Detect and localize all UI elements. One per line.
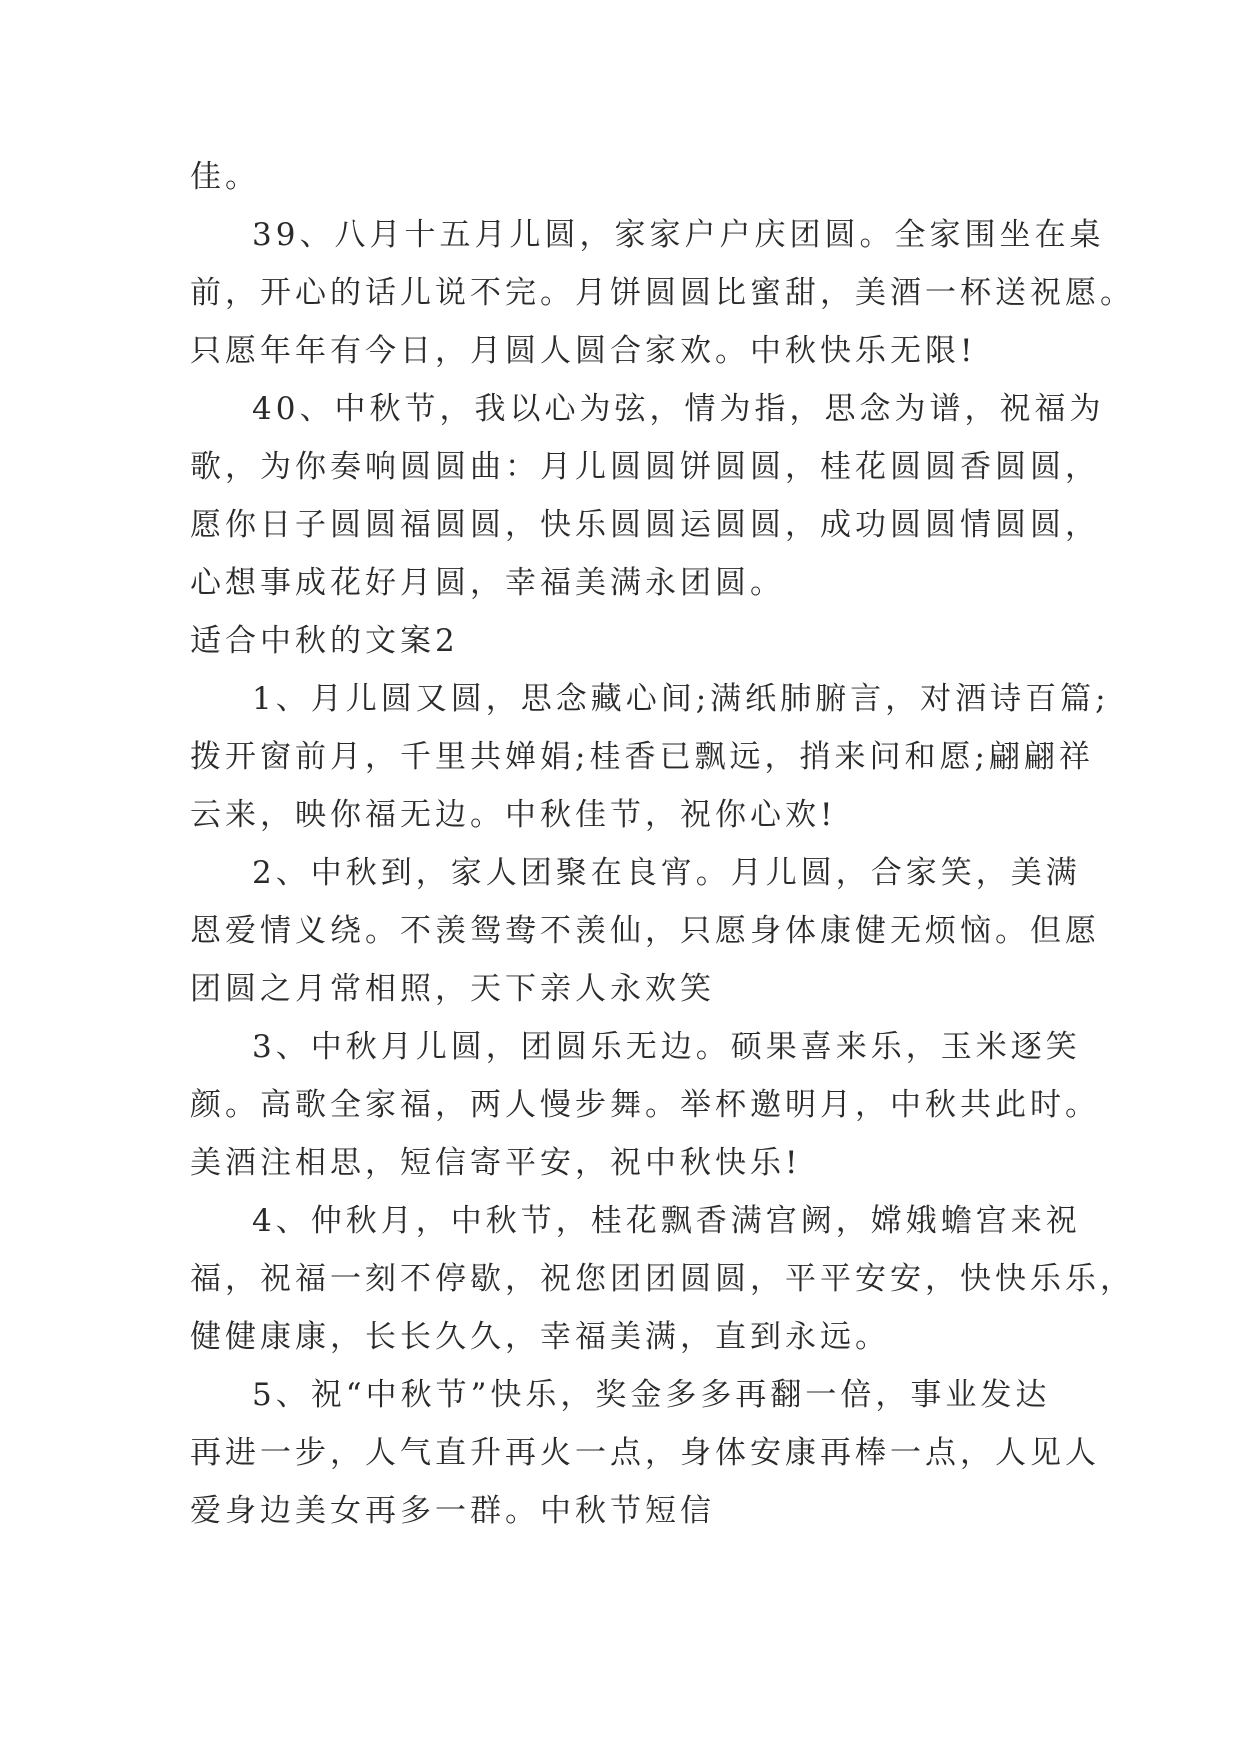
- paragraph-line: 4、仲秋月，中秋节，桂花飘香满宫阙，嫦娥蟾宫来祝: [252, 1203, 1081, 1239]
- paragraph-line: 再进一步，人气直升再火一点，身体安康再棒一点，人见人: [190, 1435, 1100, 1471]
- paragraph-1: [190, 670, 1110, 844]
- paragraph-line: 3、中秋月儿圆，团圆乐无边。硕果喜来乐，玉米逐笑: [252, 1029, 1081, 1065]
- paragraph-5: [190, 1366, 1100, 1540]
- paragraph-39: [190, 206, 1135, 380]
- paragraph-line: 5、祝“中秋节”快乐，奖金多多再翻一倍，事业发达: [252, 1377, 1051, 1413]
- paragraph-line: 愿你日子圆圆福圆圆，快乐圆圆运圆圆，成功圆圆情圆圆，: [190, 507, 1100, 543]
- paragraph-4: [190, 1192, 1135, 1366]
- paragraph-line: 拨开窗前月，千里共婵娟;桂香已飘远，捎来问和愿;翩翩祥: [190, 739, 1094, 775]
- paragraph-line: 美酒注相思，短信寄平安，祝中秋快乐!: [190, 1145, 802, 1181]
- paragraph-line: 福，祝福一刻不停歇，祝您团团圆圆，平平安安，快快乐乐，: [190, 1261, 1135, 1297]
- paragraph-line: 团圆之月常相照，天下亲人永欢笑: [190, 971, 715, 1007]
- paragraph-line: 只愿年年有今日，月圆人圆合家欢。中秋快乐无限!: [190, 333, 977, 369]
- paragraph-line: 心想事成花好月圆，幸福美满永团圆。: [190, 565, 785, 601]
- continuation-text: 佳。: [190, 159, 260, 195]
- paragraph-line: 1、月儿圆又圆，思念藏心间;满纸肺腑言，对酒诗百篇;: [252, 681, 1110, 717]
- paragraph-line: 恩爱情义绕。不羡鸳鸯不羡仙，只愿身体康健无烦恼。但愿: [190, 913, 1100, 949]
- paragraph-3: [190, 1018, 1100, 1192]
- paragraph-line: 颜。高歌全家福，两人慢步舞。举杯邀明月，中秋共此时。: [190, 1087, 1100, 1123]
- paragraph-line: 40、中秋节，我以心为弦，情为指，思念为谱，祝福为: [252, 391, 1105, 427]
- paragraph-2: [190, 844, 1100, 1018]
- paragraph-40: [190, 380, 1105, 612]
- paragraph-line: 爱身边美女再多一群。中秋节短信: [190, 1493, 715, 1529]
- document-page: [190, 148, 1135, 1540]
- section-heading: 适合中秋的文案2: [190, 623, 459, 659]
- paragraph-line: 歌，为你奏响圆圆曲：月儿圆圆饼圆圆，桂花圆圆香圆圆，: [190, 449, 1100, 485]
- paragraph-line: 云来，映你福无边。中秋佳节，祝你心欢!: [190, 797, 837, 833]
- paragraph-line: 39、八月十五月儿圆，家家户户庆团圆。全家围坐在桌: [252, 217, 1105, 253]
- paragraph-line: 健健康康，长长久久，幸福美满，直到永远。: [190, 1319, 890, 1355]
- paragraph-line: 前，开心的话儿说不完。月饼圆圆比蜜甜，美酒一杯送祝愿。: [190, 275, 1135, 311]
- paragraph-line: 2、中秋到，家人团聚在良宵。月儿圆，合家笑，美满: [252, 855, 1081, 891]
